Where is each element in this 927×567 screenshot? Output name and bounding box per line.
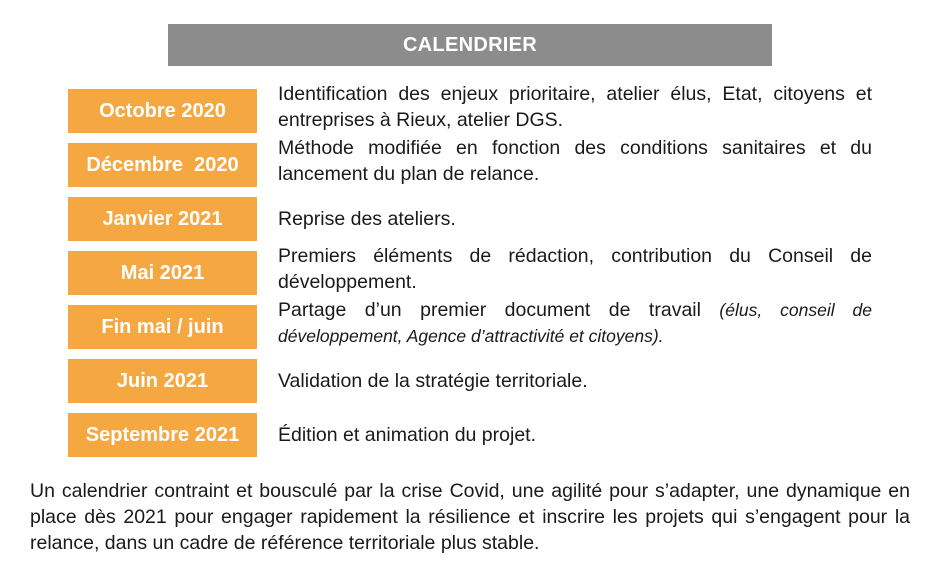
timeline-row-september-2021 [68, 413, 874, 457]
timeline-description: Édition et animation du projet. [278, 424, 536, 446]
timeline-description [278, 297, 872, 349]
timeline-row-october-2020 [68, 83, 874, 133]
date-badge: Octobre 2020 [68, 89, 257, 133]
timeline-row-end-may-june [68, 299, 874, 349]
timeline-row-january-2021 [68, 197, 874, 241]
timeline-description-note: (élus, conseil de développement, Agence d’attractivité et citoyens). [278, 300, 872, 346]
timeline-row-may-2021 [68, 245, 874, 295]
timeline-row-june-2021 [68, 359, 874, 403]
date-badge: Fin mai / juin [68, 305, 257, 349]
timeline-description: Identification des enjeux prioritaire, atelier élus, Etat, citoyens et entreprises à Rieux, atelier DGS. [278, 83, 872, 131]
date-badge: Septembre 2021 [68, 413, 257, 457]
timeline-description: Validation de la stratégie territoriale. [278, 370, 588, 392]
timeline-description: Premiers éléments de rédaction, contribution du Conseil de développement. [278, 245, 872, 293]
calendar-title: CALENDRIER [402, 33, 538, 56]
summary-paragraph: Un calendrier contraint et bousculé par la crise Covid, une agilité pour s’adapter, une dynamique en place dès 2021 pour engager rapidement la résilience et inscrire les projets qui s’engagent pour la relance, dans un cadre de référence territoriale plus stable. [30, 480, 910, 554]
date-badge: Mai 2021 [68, 251, 257, 295]
timeline-description: Reprise des ateliers. [278, 208, 456, 230]
timeline-description: Méthode modifiée en fonction des conditions sanitaires et du lancement du plan de relance. [278, 137, 872, 185]
date-badge: Décembre 2020 [68, 143, 257, 187]
timeline-description-main: Partage d’un premier document de travail [278, 299, 701, 321]
calendar-header [168, 24, 772, 66]
date-badge: Janvier 2021 [68, 197, 257, 241]
timeline-row-december-2020 [68, 137, 874, 187]
date-badge: Juin 2021 [68, 359, 257, 403]
